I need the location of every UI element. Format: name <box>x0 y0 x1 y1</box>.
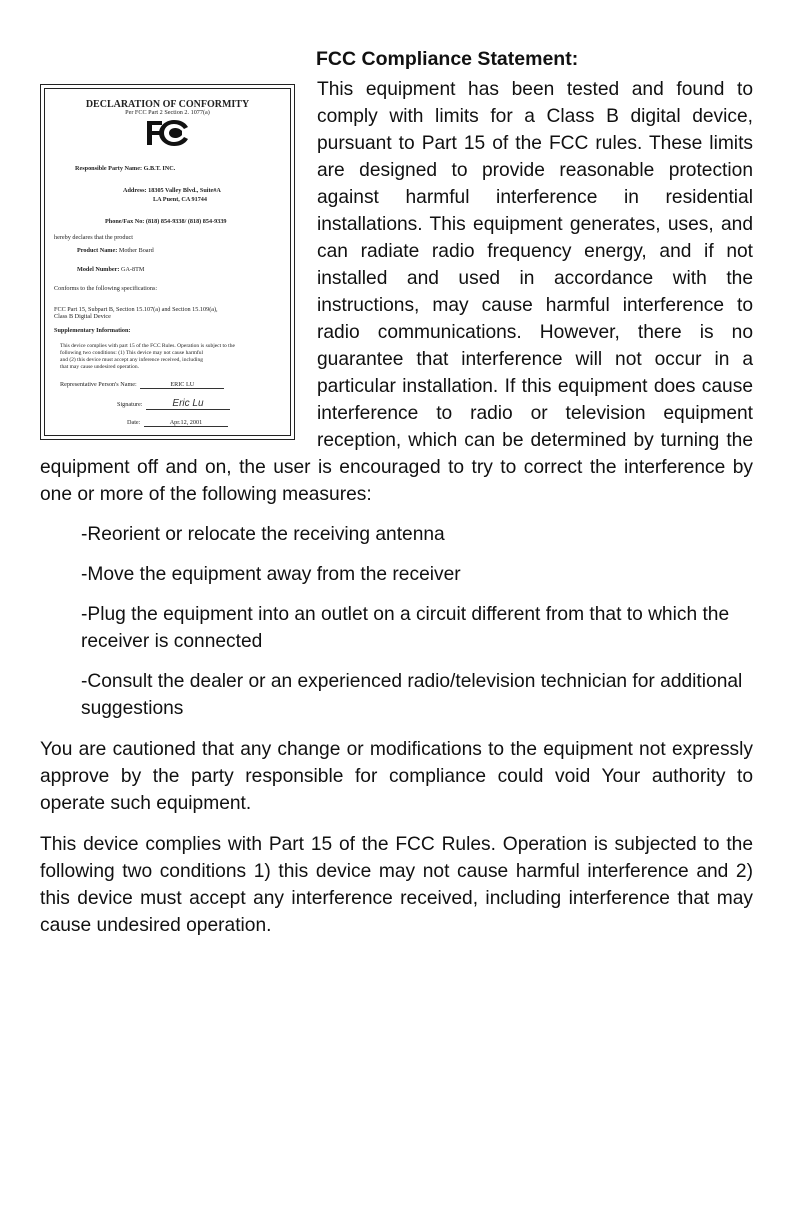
responsible-party-value: G.B.T. INC. <box>143 165 176 172</box>
representative-line <box>60 381 224 389</box>
responsible-party-label: Responsible Party Name: <box>75 165 143 172</box>
spec-line-2: Class B Digital Device <box>54 313 111 320</box>
product-name-value: Mother Board <box>118 247 154 254</box>
date-label: Date: <box>127 419 141 426</box>
model-number-line <box>77 266 144 273</box>
responsible-party-line <box>75 165 175 172</box>
signature-value: Eric Lu <box>146 399 230 410</box>
product-name-label: Product Name: <box>77 247 118 254</box>
signature-line <box>117 399 230 410</box>
phone-fax-value: (818) 854-9338/ (818) 854-9339 <box>145 218 227 225</box>
spec-line-1: FCC Part 15, Subpart B, Section 15.107(a) and Section 15.109(a), <box>54 306 218 313</box>
declaration-inner-frame <box>44 88 291 436</box>
fcc-page <box>40 44 753 939</box>
fcc-logo-icon <box>144 118 192 148</box>
model-number-label: Model Number: <box>77 266 120 273</box>
conforms-statement: Conforms to the following specifications: <box>54 285 158 292</box>
address-label: Address: <box>123 187 147 194</box>
supplementary-line-3: and (2) this device must accept any inference received, including <box>60 357 203 363</box>
model-number-value: GA-8TM <box>121 266 145 273</box>
compliance-paragraph: This device complies with Part 15 of the FCC Rules. Operation is subjected to the following two conditions 1) this device may not cause harmful interference and 2) this device must accept any interference received, including interference that may cause undesired operation. <box>40 834 753 936</box>
date-value: Apr.12, 2001 <box>144 419 228 427</box>
declares-statement: hereby declares that the product <box>54 234 134 241</box>
supplementary-line-2: following two conditions: (1) This device may not cause harmful <box>60 350 204 356</box>
representative-value: ERIC LU <box>140 381 224 389</box>
intro-paragraph: This equipment has been tested and found to comply with limits for a Class B digital device, pursuant to Part 15 of the FCC rules. These limits are designed to provide reasonable protection against harmful interference in residential installations. This equipment generates, uses, and can radiate radio frequency energy, and if not installed and used in accordance with the instructions, may cause harmful interference to radio communications. However, there is no guarantee that interference will not occur in a particular installation. If this equipment does cause interference to radio or television equipment reception, which can be determined by turning the equipment off and on, the user is encouraged to try to correct the interference by one or more of the following measures: <box>40 79 753 505</box>
caution-paragraph: You are cautioned that any change or modifications to the equipment not expressly approve by the party responsible for compliance could void Your authority to operate such equipment. <box>40 739 753 814</box>
measure-item: -Move the equipment away from the receiver <box>81 564 461 585</box>
address-value-1: 18305 Valley Blvd., Suite#A <box>148 187 221 194</box>
date-line <box>127 419 228 427</box>
phone-fax-label: Phone/Fax No: <box>105 218 145 225</box>
phone-fax-line <box>105 218 227 225</box>
address-line-2: LA Puent, CA 91744 <box>153 196 207 203</box>
signature-label: Signature: <box>117 401 143 408</box>
measure-item: -Consult the dealer or an experienced radio/television technician for additional suggestions <box>81 671 743 719</box>
declaration-subtitle: Per FCC Part 2 Section 2. 1077(a) <box>125 109 210 116</box>
address-line-1 <box>123 187 221 194</box>
representative-label: Representative Person's Name: <box>60 381 137 388</box>
supplementary-line-4: that may cause undesired operation. <box>60 364 139 370</box>
page-title: FCC Compliance Statement: <box>316 48 579 70</box>
supplementary-line-1: This device complies with part 15 of the FCC Rules. Operation is subject to the <box>60 343 235 349</box>
declaration-of-conformity-box <box>40 84 295 440</box>
product-name-line <box>77 247 154 254</box>
supplementary-label: Supplementary Information: <box>54 327 131 334</box>
declaration-title: DECLARATION OF CONFORMITY <box>85 99 250 110</box>
measure-item: -Reorient or relocate the receiving antenna <box>81 524 445 545</box>
measure-item: -Plug the equipment into an outlet on a circuit different from that to which the receiver is connected <box>81 604 730 652</box>
